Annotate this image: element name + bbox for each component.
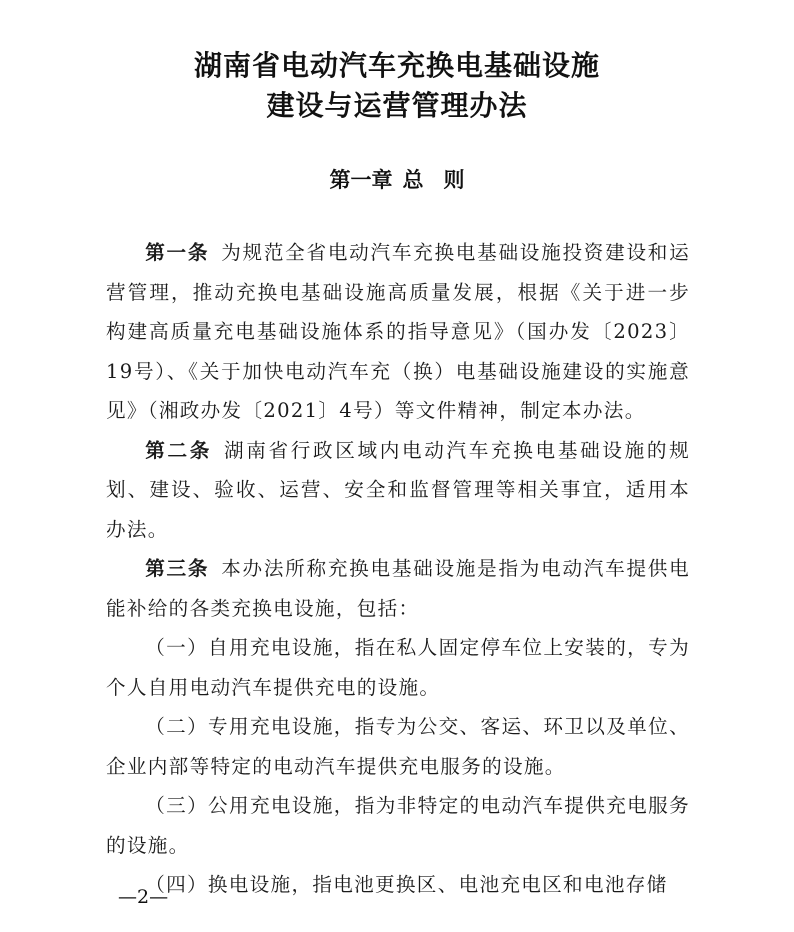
chapter-label: 第一章 — [329, 168, 393, 192]
paragraph-item-4 — [106, 865, 690, 905]
paragraph-text: 湖南省行政区域内电动汽车充换电基础设施的规划、建设、验收、运营、安全和监督管理等相关事宜，适用本办法。 — [106, 438, 690, 541]
article-label: 第二条 — [145, 438, 212, 462]
document-title-line-1: 湖南省电动汽车充换电基础设施 — [193, 49, 600, 82]
paragraph-article-1 — [106, 233, 690, 431]
chapter-word-2: 则 — [443, 168, 465, 192]
document-body — [106, 233, 690, 905]
paragraph-item-2 — [106, 707, 690, 786]
paragraph-text: （二）专用充电设施，指专为公交、客运、环卫以及单位、企业内部等特定的电动汽车提供充电服务的设施。 — [106, 715, 690, 778]
article-label: 第三条 — [145, 557, 210, 580]
paragraph-item-1 — [106, 628, 690, 707]
paragraph-text: （三）公用充电设施，指为非特定的电动汽车提供充电服务的设施。 — [106, 794, 690, 857]
article-label: 第一条 — [145, 241, 210, 264]
chapter-heading — [0, 164, 794, 194]
paragraph-text: 为规范全省电动汽车充换电基础设施投资建设和运营管理，推动充换电基础设施高质量发展，根据《关于进一步构建高质量充电基础设施体系的指导意见》（国办发〔2023〕19号）、《关于加快电动汽车充（换）电基础设施建设的实施意见》（湘政办发〔2021〕4号）等文件精神，制定本办法。 — [106, 241, 690, 422]
chapter-word-1: 总 — [402, 168, 424, 192]
paragraph-article-2 — [106, 431, 690, 550]
paragraph-item-3 — [106, 786, 690, 865]
paragraph-article-3 — [106, 549, 690, 628]
paragraph-text: 本办法所称充换电基础设施是指为电动汽车提供电能补给的各类充换电设施，包括： — [106, 557, 690, 620]
page-number: —2— — [118, 886, 169, 908]
document-title-line-2: 建设与运营管理办法 — [266, 89, 528, 122]
paragraph-text: （一）自用充电设施，指在私人固定停车位上安装的，专为个人自用电动汽车提供充电的设施。 — [106, 636, 690, 699]
paragraph-text: （四）换电设施，指电池更换区、电池充电区和电池存储 — [145, 873, 668, 896]
